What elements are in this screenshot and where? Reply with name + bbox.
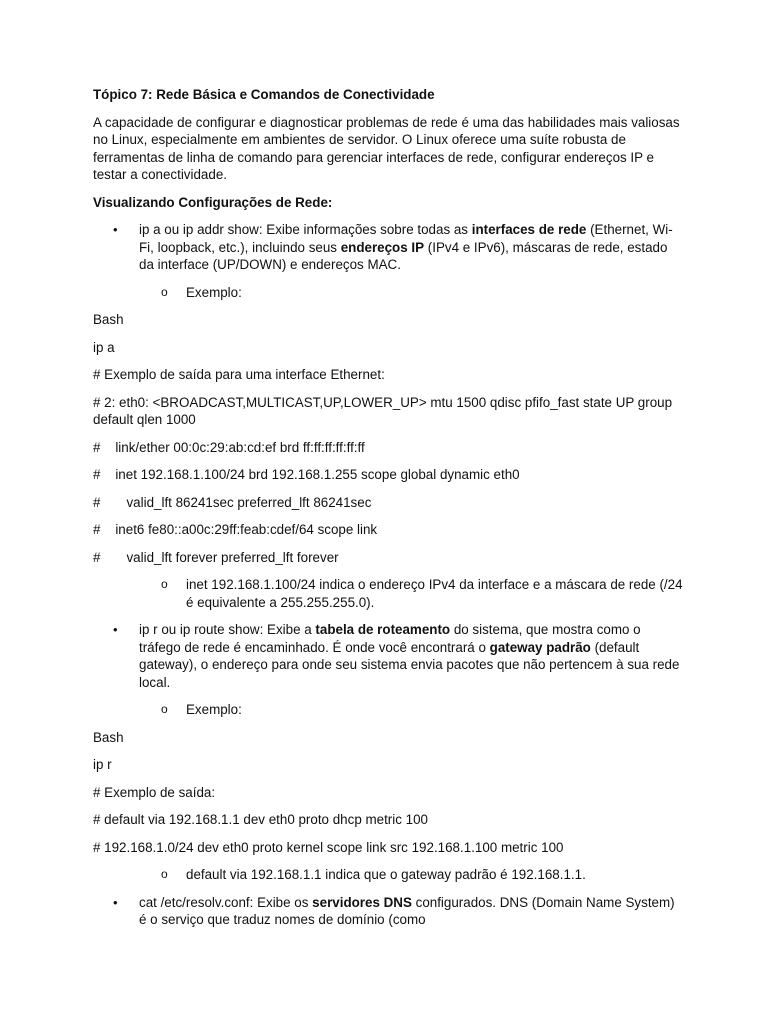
list-item-ip-r — [93, 621, 683, 691]
sub-item-inet — [93, 576, 683, 611]
code-line: Bash — [93, 729, 124, 745]
circle-bullet-icon: o — [161, 867, 168, 881]
code-line: # link/ether 00:0c:29:ab:cd:ef brd ff:ff:ff:ff:ff:ff — [93, 439, 365, 455]
code-line: # default via 192.168.1.1 dev eth0 proto dhcp metric 100 — [93, 812, 428, 827]
sub-item-gateway — [93, 866, 683, 884]
bullet-text: (Ethernet, Wi-Fi, loopback, etc.), incluindo seus — [139, 222, 673, 255]
code-line: # Exemplo de saída: — [93, 784, 216, 800]
code-line: # Exemplo de saída para uma interface Ethernet: — [93, 367, 385, 382]
code-line: # 192.168.1.0/24 dev eth0 proto kernel scope link src 192.168.1.100 metric 100 — [93, 839, 564, 855]
sub-item-text: inet 192.168.1.100/24 indica o endereço IPv4 da interface e a máscara de rede (/24 é equivalente a 255.255.255.0). — [186, 577, 683, 610]
bullet-text: do sistema, que mostra como o tráfego de rede é encaminhado. É onde você encontrará o — [139, 622, 641, 655]
page-title: Tópico 7: Rede Básica e Comandos de Conectividade — [93, 87, 435, 102]
code-line: ip r — [93, 757, 112, 772]
bullet-icon: • — [113, 622, 118, 637]
bold-term: tabela de roteamento — [315, 622, 451, 637]
section-heading: Visualizando Configurações de Rede: — [93, 194, 333, 210]
code-line: # inet 192.168.1.100/24 brd 192.168.1.255 scope global dynamic eth0 — [93, 467, 520, 482]
code-line: # inet6 fe80::a00c:29ff:feab:cdef/64 scope link — [93, 522, 378, 537]
code-line: # valid_lft forever preferred_lft forever — [93, 549, 339, 565]
code-line: # 2: eth0: <BROADCAST,MULTICAST,UP,LOWER_UP> mtu 1500 qdisc pfifo_fast state UP group default qlen 1000 — [93, 394, 676, 427]
bold-term: endereços IP — [340, 239, 425, 255]
bullet-icon: • — [113, 222, 118, 237]
example-label: Exemplo: — [186, 284, 242, 300]
circle-bullet-icon: o — [161, 702, 168, 716]
list-item-ip-a — [93, 221, 683, 274]
list-item-resolv-conf — [93, 894, 683, 929]
code-line: # valid_lft 86241sec preferred_lft 86241sec — [93, 494, 372, 510]
bullet-text: configurados. DNS (Domain Name System) é o serviço que traduz nomes de domínio (como — [139, 894, 675, 927]
sub-item-example — [93, 284, 683, 302]
sub-item-text: default via 192.168.1.1 indica que o gateway padrão é 192.168.1.1. — [186, 867, 586, 882]
bold-term: gateway padrão — [489, 639, 591, 655]
example-label: Exemplo: — [186, 702, 242, 717]
bullet-text: (default gateway), o endereço para onde seu sistema envia pacotes que não pertencem à sua rede local. — [139, 639, 680, 690]
code-line: Bash — [93, 312, 124, 327]
bullet-icon: • — [113, 894, 118, 910]
bullet-text: ip a ou ip addr show: Exibe informações sobre todas as — [139, 222, 472, 237]
bold-term: interfaces de rede — [471, 222, 587, 237]
bullet-text: (IPv4 e IPv6), máscaras de rede, estado da interface (UP/DOWN) e endereços MAC. — [139, 239, 668, 272]
bullet-text: cat /etc/resolv.conf: Exibe os — [139, 894, 313, 910]
document-page — [93, 86, 683, 939]
intro-paragraph: A capacidade de configurar e diagnosticar problemas de rede é uma das habilidades mais valiosas no Linux, especialmente em ambientes de servidor. O Linux oferece uma suíte robusta de ferramentas de linha de comando para gerenciar interfaces de rede, configurar endereços IP e testar a conectividade. — [93, 114, 680, 182]
circle-bullet-icon: o — [161, 577, 168, 591]
circle-bullet-icon: o — [161, 284, 168, 299]
code-line: ip a — [93, 339, 115, 355]
bullet-text: ip r ou ip route show: Exibe a — [139, 622, 316, 637]
sub-item-example — [93, 701, 683, 719]
bold-term: servidores DNS — [312, 894, 412, 910]
